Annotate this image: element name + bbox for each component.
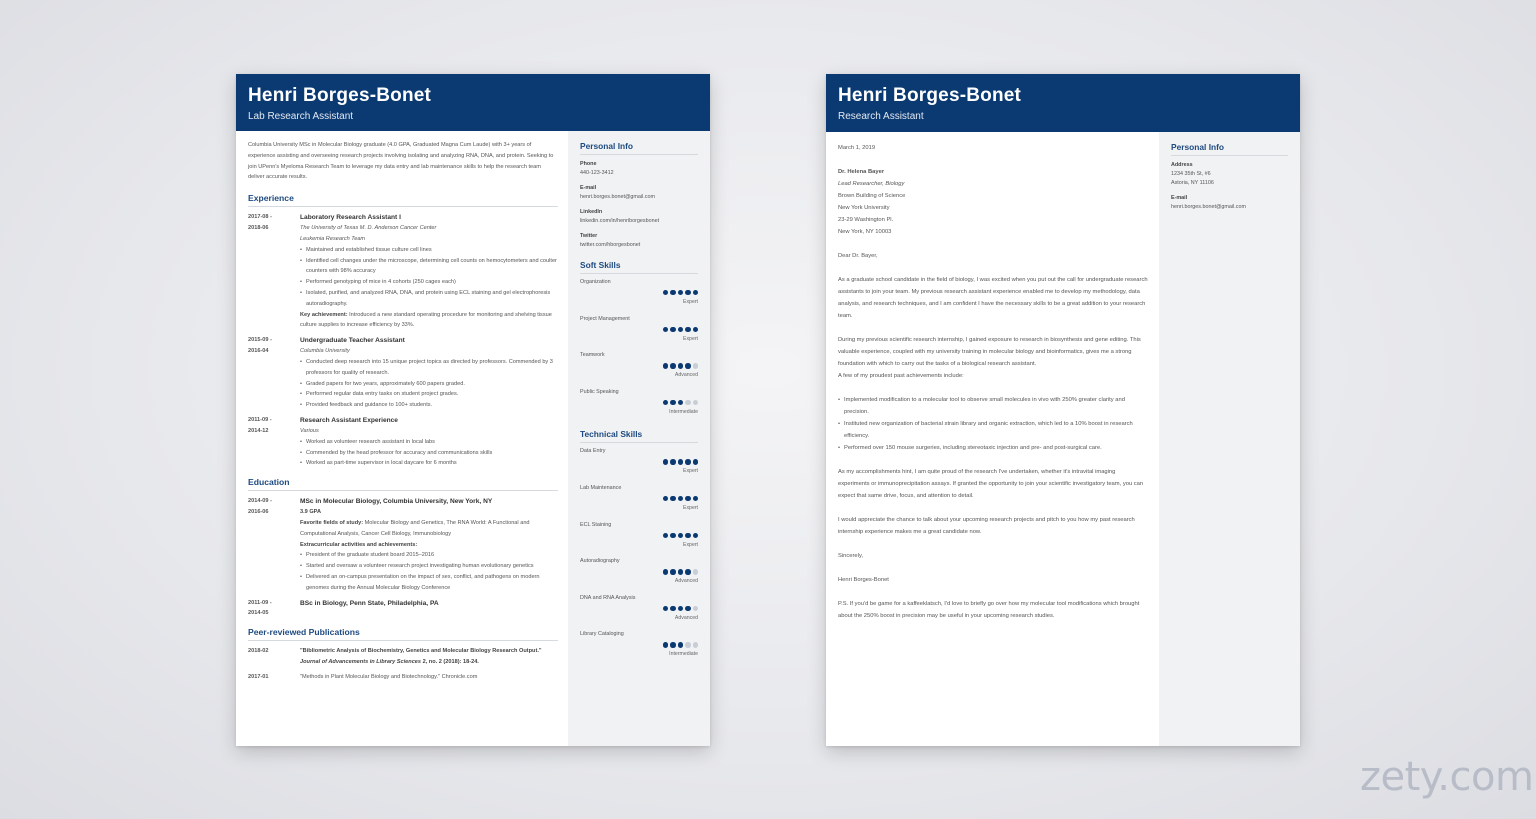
entry-body	[300, 415, 558, 469]
skill-name: DNA and RNA Analysis	[580, 594, 636, 601]
skill-name: Teamwork	[580, 352, 605, 359]
skill-rating-dot	[678, 533, 683, 538]
skill-rating-dot	[693, 496, 698, 501]
skill-rating-dot	[678, 290, 683, 295]
entry-bullets	[300, 357, 558, 411]
bullet-item: • Provided feedback and guidance to 100+ students.	[300, 400, 558, 411]
bullet-item: • Started and oversaw a volunteer research project investigating human evolutionary genetics	[300, 561, 558, 572]
skill-rating-dot	[678, 327, 683, 332]
personal-info-value: linkedin.com/in/henriborgesbonet	[580, 218, 660, 224]
greeting: Dear Dr. Bayer,	[838, 253, 878, 259]
skill-rating-dot	[693, 327, 698, 332]
entry-bullets	[300, 437, 558, 469]
skill-rating	[663, 400, 698, 405]
recipient-address	[838, 190, 1148, 238]
skill-name: Autoradiography	[580, 558, 620, 565]
address-line: 23-29 Washington Pl.	[838, 217, 894, 223]
achievement-item: • Performed over 150 mouse surgeries, including stereotaxic injection and pre- and post-surgical care.	[838, 442, 1148, 454]
skill-rating-dot	[670, 642, 675, 647]
entry-gpa: 3.9 GPA	[300, 509, 322, 516]
letter-personal-info-heading: Personal Info	[1171, 142, 1288, 156]
logo-text-domain: .com	[1437, 754, 1534, 800]
paragraph-3: As my accomplishments hint, I am quite proud of the research I've undertaken, whether it's intravital imaging experiments or immunoprecipitation assays. If granted the opportunity to join your scientific investigatory team, you can expect that same drive, focus, and attention to detail.	[838, 469, 1144, 499]
paragraph-4: I would appreciate the chance to talk about your upcoming research projects and pitch to you how my past research internship experience makes me a great candidate now.	[838, 517, 1135, 535]
skill-rating-dot	[678, 569, 683, 574]
skill-rating-dot	[663, 327, 668, 332]
skill-rating-dot	[693, 400, 698, 405]
skill-rating-dot	[678, 459, 683, 464]
skill-rating-dot	[685, 459, 690, 464]
skill-rating-dot	[693, 363, 698, 368]
skill-row	[580, 448, 698, 485]
skill-rating-dot	[685, 363, 690, 368]
skill-name: ECL Staining	[580, 521, 612, 528]
skill-rating-dot	[693, 569, 698, 574]
personal-info-heading: Personal Info	[580, 141, 698, 155]
skill-row	[580, 485, 698, 522]
skill-rating-dot	[693, 533, 698, 538]
achievement-item: • Instituted new organization of bacterial strain library and organic extraction, which led to a 10% boost in research efficiency.	[838, 418, 1148, 442]
technical-skills-list	[580, 448, 698, 668]
skill-rating-dot	[663, 606, 668, 611]
entry-title: MSc in Molecular Biology, Columbia University, New York, NY	[300, 498, 493, 506]
entry-title: BSc in Biology, Penn State, Philadelphia, PA	[300, 599, 439, 607]
experience-entry	[248, 335, 558, 411]
publication-entry	[248, 646, 558, 668]
letter-header	[826, 74, 1300, 132]
skill-rating-dot	[693, 459, 698, 464]
bullet-item: • President of the graduate student board 2015–2016	[300, 550, 558, 561]
skill-name: Library Cataloging	[580, 631, 624, 638]
entry-title: Undergraduate Teacher Assistant	[300, 337, 405, 345]
recipient-name: Dr. Helena Bayer	[838, 169, 885, 175]
education-entry	[248, 598, 558, 620]
letter-date: March 1, 2019	[838, 145, 876, 151]
skill-row	[580, 558, 698, 595]
resume-main	[248, 140, 558, 686]
favorite-fields-text: Molecular Biology and Genetics, The RNA World: A Functional and Computational Analysis, Cancer Cell Biology, Immunobiology	[300, 519, 530, 537]
skill-row	[580, 595, 698, 632]
skill-rating-dot	[693, 642, 698, 647]
skill-rating	[663, 327, 698, 332]
entry-date: 2011-09 - 2014-12	[248, 416, 272, 434]
skill-rating-dot	[685, 400, 690, 405]
skill-rating-dot	[663, 642, 668, 647]
skill-rating-dot	[663, 400, 668, 405]
key-achievement	[300, 310, 558, 332]
entry-date: 2014-09 - 2016-06	[248, 498, 272, 515]
letter-sidebar	[1159, 132, 1300, 746]
personal-info-value: henri.borges.bonet@gmail.com	[580, 194, 655, 200]
skill-rating-dot	[685, 496, 690, 501]
letter-name: Henri Borges-Bonet	[838, 85, 1022, 106]
skill-row	[580, 352, 698, 389]
soft-skills-heading: Soft Skills	[580, 260, 698, 274]
favorite-fields-label: Favorite fields of study:	[300, 519, 364, 526]
skill-level: Advanced	[674, 614, 698, 621]
bullet-item: • Performed genotyping of mice in 4 cohorts (250 cages each)	[300, 277, 558, 288]
skill-level: Intermediate	[669, 408, 698, 415]
education-entry	[248, 496, 558, 593]
experience-heading: Experience	[248, 193, 558, 207]
skill-level: Advanced	[674, 578, 698, 585]
skill-rating-dot	[685, 327, 690, 332]
skill-rating-dot	[663, 533, 668, 538]
skill-rating-dot	[670, 459, 675, 464]
personal-info-label: Phone	[580, 161, 597, 167]
skill-rating	[663, 363, 698, 368]
skill-rating	[663, 606, 698, 611]
email-value: henri.borges.bonet@gmail.com	[1171, 204, 1246, 210]
experience-entry	[248, 415, 558, 469]
skill-rating	[663, 642, 698, 647]
skill-rating-dot	[663, 569, 668, 574]
address-value-1: 1234 35th St, #6	[1171, 171, 1211, 177]
skill-rating	[663, 533, 698, 538]
skill-rating-dot	[685, 569, 690, 574]
skill-level: Expert	[683, 335, 698, 342]
skill-rating-dot	[663, 290, 668, 295]
skill-row	[580, 522, 698, 559]
bullet-item: • Graded papers for two years, approximately 600 papers graded.	[300, 379, 558, 390]
experience-list	[248, 212, 558, 469]
entry-org-team: Leukemia Research Team	[300, 235, 366, 242]
skill-rating-dot	[685, 606, 690, 611]
achievement-list	[838, 394, 1148, 454]
skill-rating-dot	[693, 606, 698, 611]
skill-level: Expert	[683, 541, 698, 548]
recipient-title: Lead Researcher, Biology	[838, 181, 905, 187]
bullet-item: • Isolated, purified, and analyzed RNA, DNA, and protein using ECL staining and gel electrophoresis autoradiography.	[300, 288, 558, 310]
postscript: P.S. If you'd be game for a kaffeeklatsch, I'd love to briefly go over how my molecular tool modifications which brought about the 250% boost in precision may be useful in your upcoming research studies.	[838, 601, 1140, 619]
publications-list	[248, 646, 558, 682]
skill-rating-dot	[670, 569, 675, 574]
address-line: Brown Building of Science	[838, 193, 906, 199]
bullet-item: • Worked as volunteer research assistant in local labs	[300, 437, 558, 448]
bullet-item: • Performed regular data entry tasks on student project grades.	[300, 389, 558, 400]
achievement-item: • Implemented modification to a molecular tool to observe small molecules in vivo with 250% greater clarity and precision.	[838, 394, 1148, 418]
skill-level: Expert	[683, 468, 698, 475]
publication-title: "Methods in Plant Molecular Biology and Biotechnology." Chronicle.com	[300, 673, 478, 680]
bullet-item: • Commended by the head professor for accuracy and communications skills	[300, 448, 558, 459]
skill-rating-dot	[670, 606, 675, 611]
resume-name: Henri Borges-Bonet	[248, 85, 432, 106]
publication-entry	[248, 672, 558, 683]
paragraph-2b: A few of my proudest past achievements include:	[838, 373, 964, 379]
skill-name: Project Management	[580, 315, 630, 322]
skill-rating-dot	[663, 459, 668, 464]
resume-summary: Columbia University MSc in Molecular Biology graduate (4.0 GPA, Graduated Magna Cum Laude) with 3+ years of experience assisting and overseeing research projects involving isolating and analyzing RNA, DNA, and protein. Seeking to join UPenn's Myeloma Research Team to leverage my data entry and lab maintenance skills to help the research team deliver accurate results.	[248, 142, 554, 181]
publication-journal: Journal of Advancements in Library Sciences	[300, 658, 422, 665]
email-label: E-mail	[1171, 195, 1188, 201]
bullet-item: • Delivered an on-campus presentation on the impact of sex, conflict, and pathogens on modern genomes during the Annual Molecular Biology Conference	[300, 572, 558, 594]
skill-rating-dot	[670, 533, 675, 538]
skill-level: Advanced	[674, 372, 698, 379]
skill-row	[580, 389, 698, 426]
address-line: New York, NY 10003	[838, 229, 892, 235]
skill-rating	[663, 290, 698, 295]
entry-bullets	[300, 245, 558, 310]
entry-body	[300, 496, 558, 593]
publication-issue: 2, no. 2 (2018): 18-24.	[421, 658, 479, 665]
entry-title: Laboratory Research Assistant I	[300, 214, 401, 222]
entry-body	[300, 335, 558, 411]
skill-level: Intermediate	[669, 651, 698, 658]
resume-role: Lab Research Assistant	[248, 111, 354, 122]
entry-title: Research Assistant Experience	[300, 416, 398, 424]
skill-name: Lab Maintenance	[580, 484, 622, 491]
skill-name: Organization	[580, 279, 611, 285]
skill-rating-dot	[685, 533, 690, 538]
skill-rating-dot	[670, 400, 675, 405]
skill-row	[580, 279, 698, 316]
skill-rating	[663, 496, 698, 501]
publications-heading: Peer-reviewed Publications	[248, 627, 558, 641]
entry-date: 2017-01	[248, 673, 269, 680]
resume-sidebar	[568, 131, 710, 746]
personal-info-value: twitter.com/hborgesbonet	[580, 242, 641, 248]
letter-body	[838, 142, 1148, 622]
entry-org: Columbia University	[300, 348, 350, 355]
bullet-item: • Maintained and established tissue culture cell lines	[300, 245, 558, 256]
key-achievement-text: Introduced a new standard operating procedure for monitoring and shelving tissue culture supplies to increase efficiency by 33%.	[300, 311, 552, 329]
personal-info-value: 440-123-3412	[580, 170, 614, 176]
skill-rating-dot	[685, 642, 690, 647]
skill-rating-dot	[678, 606, 683, 611]
skill-rating-dot	[678, 400, 683, 405]
letter-role: Research Assistant	[838, 111, 924, 122]
closing: Sincerely,	[838, 553, 864, 559]
entry-date: 2011-09 - 2014-05	[248, 599, 272, 617]
bullet-item: • Conducted deep research into 15 unique project topics as directed by professors. Commended by 3 professors for quality of research.	[300, 357, 558, 379]
skill-rating-dot	[678, 363, 683, 368]
skill-level: Expert	[683, 504, 698, 511]
education-heading: Education	[248, 477, 558, 491]
zety-logo	[1360, 754, 1533, 800]
skill-rating-dot	[670, 363, 675, 368]
personal-info-label: Twitter	[580, 233, 598, 239]
key-achievement-label: Key achievement:	[300, 311, 348, 318]
entry-bullets	[300, 550, 558, 593]
entry-date: 2015-09 - 2016-04	[248, 337, 272, 354]
bullet-item: • Identified cell changes under the microscope, determining cell counts on hemocytometers and coulter counters with 98% accuracy	[300, 256, 558, 278]
entry-date: 2017-08 - 2018-06	[248, 214, 272, 231]
soft-skills-list	[580, 279, 698, 425]
resume-header	[236, 74, 710, 131]
address-line: New York University	[838, 205, 890, 211]
skill-level: Expert	[683, 299, 698, 305]
logo-text-brand: zety	[1360, 754, 1438, 800]
education-list	[248, 496, 558, 619]
entry-body	[300, 672, 558, 683]
signature: Henri Borges-Bonet	[838, 577, 889, 583]
entry-org: The University of Texas M. D. Anderson Cancer Center	[300, 225, 437, 232]
personal-info-list	[580, 160, 698, 250]
resume-page	[236, 74, 710, 746]
paragraph-2: During my previous scientific research internship, I gained exposure to research in biosynthesis and gene editing. This valuable experience, coupled with my university training in molecular biology and bioinformatics, gives me a strong foundation with which to carry out the tasks of a biological research assistant.	[838, 337, 1141, 367]
entry-body	[300, 646, 558, 668]
skill-rating-dot	[678, 642, 683, 647]
personal-info-label: E-mail	[580, 185, 597, 191]
paragraph-1: As a graduate school candidate in the field of biology, I was excited when you put out the call for undergraduate research assistants to join your team. My previous research assistant experience enabled me to develop my methodology, data analysis, and research techniques, and I am confident I have the necessary skills to be a great addition to your research team.	[838, 277, 1148, 319]
skill-rating-dot	[670, 327, 675, 332]
skill-rating-dot	[685, 290, 690, 295]
skill-rating-dot	[670, 496, 675, 501]
skill-name: Data Entry	[580, 448, 606, 455]
publication-title: "Bibliometric Analysis of Biochemistry, Genetics and Molecular Biology Research Output."	[300, 648, 542, 655]
skill-rating-dot	[663, 363, 668, 368]
entry-body	[300, 598, 558, 620]
skill-row	[580, 316, 698, 353]
address-value-2: Astoria, NY 11106	[1171, 180, 1214, 186]
address-label: Address	[1171, 162, 1193, 168]
skill-rating-dot	[670, 290, 675, 295]
bullet-item: • Worked as part-time supervisor in local daycare for 6 months	[300, 458, 558, 469]
skill-name: Public Speaking	[580, 388, 619, 395]
entry-date: 2018-02	[248, 648, 269, 655]
skill-rating-dot	[663, 496, 668, 501]
experience-entry	[248, 212, 558, 331]
personal-info-label: LinkedIn	[580, 209, 603, 215]
cover-letter-page	[826, 74, 1300, 746]
technical-skills-heading: Technical Skills	[580, 429, 698, 443]
skill-rating-dot	[678, 496, 683, 501]
skill-rating	[663, 569, 698, 574]
extracurricular-label: Extracurricular activities and achievements:	[300, 541, 418, 548]
entry-body	[300, 212, 558, 331]
skill-rating	[663, 459, 698, 464]
entry-org: Various	[300, 427, 319, 434]
skill-rating-dot	[693, 290, 698, 295]
skill-row	[580, 631, 698, 668]
favorite-fields	[300, 518, 558, 540]
